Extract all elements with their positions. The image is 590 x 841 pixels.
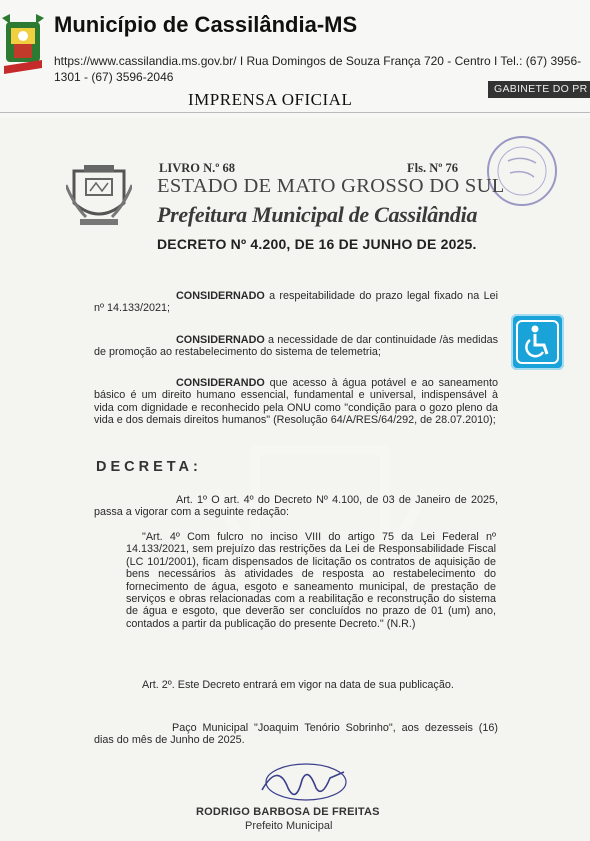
consideration-lead: CONSIDERNADO [176,290,265,302]
municipal-logo-icon [2,14,46,80]
header-divider [0,112,590,113]
estado-heading: ESTADO DE MATO GROSSO DO SUL [157,175,505,197]
consideration-text: a necessidade de dar continuidade /às medidas de promoção ao restabelecimento do sistema de telemetria; [94,334,498,359]
page-header [0,0,590,118]
decreta-heading: DECRETA: [96,459,202,475]
accessibility-icon [511,314,564,370]
consideration-2 [94,334,498,359]
livro-number: LIVRO N.º 68 [159,161,236,175]
accessibility-button[interactable] [511,314,564,370]
signature-icon [258,758,348,806]
gabinete-tab[interactable]: GABINETE DO PR [488,81,590,98]
article-2: Art. 2º. Este Decreto entrará em vigor na data de sua publicação. [142,679,454,691]
paco-municipal-date: Paço Municipal "Joaquim Tenório Sobrinho", aos dezesseis (16) dias do mês de Junho de 2025. [94,722,498,747]
consideration-lead: CONSIDERANDO [176,377,265,389]
consideration-3 [94,377,498,427]
contact-info: https://www.cassilandia.ms.gov.br/ I Rua Domingos de Souza França 720 - Centro I Tel.: (67) 3956-1301 - (67) 3596-2046 [54,54,582,84]
consideration-lead: CONSIDERNADO [176,334,265,346]
prefeitura-heading: Prefeitura Municipal de Cassilândia [157,202,478,227]
crest-icon [66,165,132,227]
consideration-text: a respeitabilidade do prazo legal fixado na Lei nº 14.133/2021; [94,290,498,315]
article-1: Art. 1º O art. 4º do Decreto Nº 4.100, de 03 de Janeiro de 2025, passa a vigorar com a seguinte redação: [94,494,498,519]
consideration-1 [94,290,498,315]
article-4-quote: "Art. 4º Com fulcro no inciso VIII do artigo 75 da Lei Federal nº 14.133/2021, sem prejuízo das restrições da Lei de Responsabilidade Fiscal (LC 101/2001), ficam dispensados de licitação os contratos de aquisição de bens necessários às atividades de resposta ao restabelecimento do fornecimento de água, esgoto e saneamento municipal, de prestação de serviços e obras relacionadas com a reabilitação e reconstrução do sistema de água e esgoto, que deverão ser concluídos no prazo de 01 (um) ano, contados a partir da publicação do presente Decreto." (N.R.) [126,531,496,630]
consideration-text: que acesso à água potável e ao saneamento básico é um direito humano essencial, fundamental e universal, indispensável à vida com dignidade e reconhecido pela ONU como "condição para o gozo pleno da vida e dos demais direitos humanos" (Resolução 64/A/RES/64/292, de 28.07.2010); [94,377,498,427]
signer-name: RODRIGO BARBOSA DE FREITAS [196,806,380,818]
decree-title: DECRETO Nº 4.200, DE 16 DE JUNHO DE 2025. [157,236,477,252]
folhas-number: Fls. Nº 76 [407,161,459,175]
imprensa-oficial-label: IMPRENSA OFICIAL [188,90,353,109]
signer-role: Prefeito Municipal [245,820,333,832]
municipality-title: Município de Cassilândia-MS [54,12,358,37]
